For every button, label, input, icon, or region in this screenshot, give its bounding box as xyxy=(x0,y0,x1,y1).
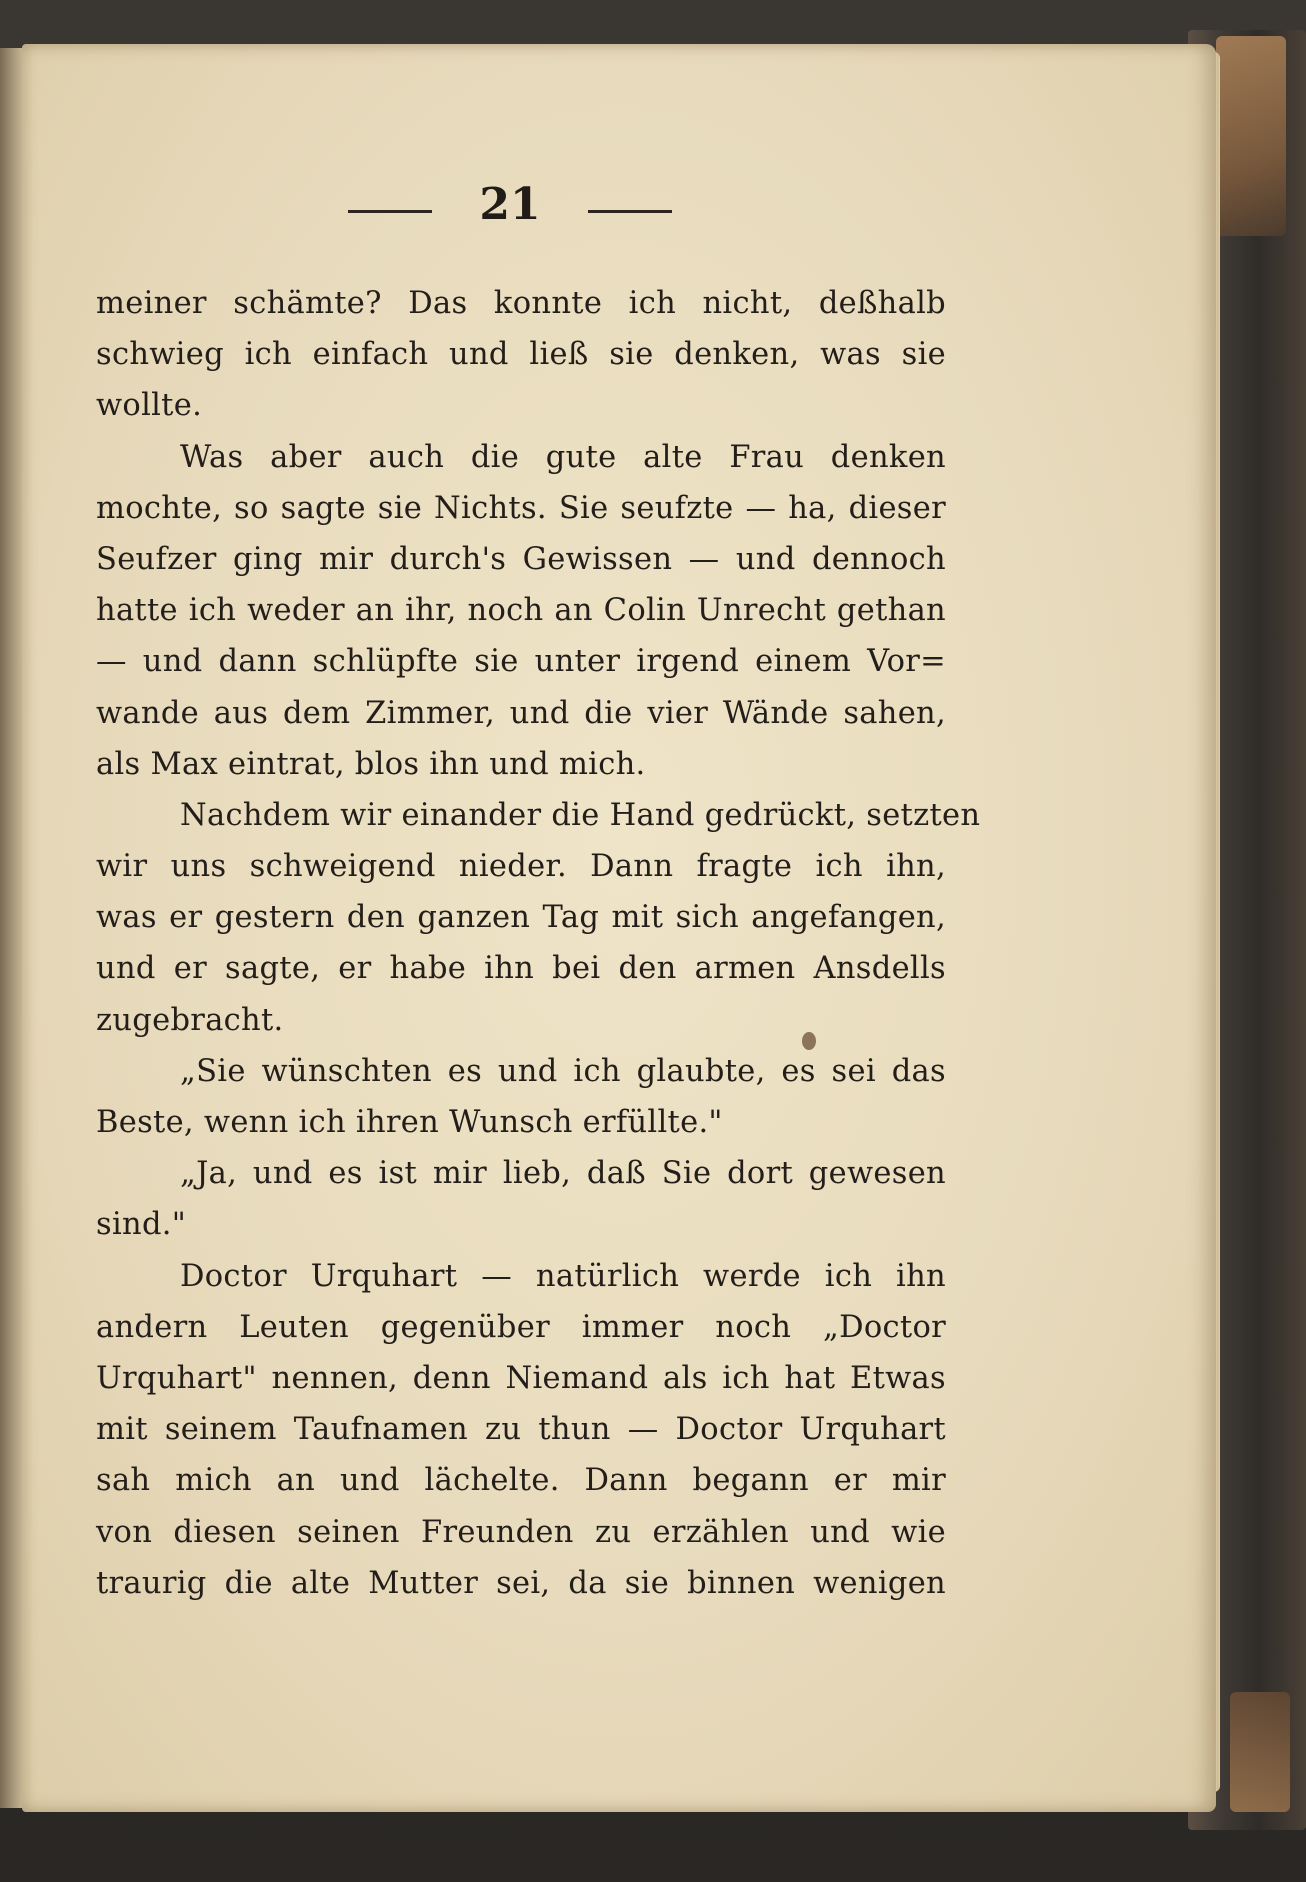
text-line: meiner schämte? Das konnte ich nicht, deßhalb xyxy=(96,286,946,321)
text-line: Beste, wenn ich ihren Wunsch erfüllte." xyxy=(96,1105,723,1140)
text-line: als Max eintrat, blos ihn und mich. xyxy=(96,746,646,782)
cover-leather-corner-top xyxy=(1216,36,1286,236)
text-line: wir uns schweigend nieder. Dann fragte ich ihn, xyxy=(96,849,946,885)
text-line: sah mich an und lächelte. Dann begann er mir xyxy=(96,1463,946,1499)
header-dash-left xyxy=(348,210,432,213)
ink-stain xyxy=(802,1032,816,1050)
page-header xyxy=(340,180,680,230)
text-line: schwieg ich einfach und ließ sie denken, was sie xyxy=(96,337,946,373)
text-line: von diesen seinen Freunden zu erzählen und wie xyxy=(96,1514,946,1550)
text-line: wande aus dem Zimmer, und die vier Wände sahen, xyxy=(96,695,946,731)
header-dash-right xyxy=(588,210,672,213)
page-number: 21 xyxy=(479,179,541,230)
cover-leather-corner-bottom xyxy=(1230,1692,1290,1812)
text-line: Nachdem wir einander die Hand gedrückt, setzten xyxy=(180,797,981,833)
text-line: hatte ich weder an ihr, noch an Colin Unrecht gethan xyxy=(96,593,946,629)
text-line: andern Leuten gegenüber immer noch „Doctor xyxy=(96,1309,946,1345)
text-line: Was aber auch die gute alte Frau denken xyxy=(180,439,946,475)
text-line: mit seinem Taufnamen zu thun — Doctor Urquhart xyxy=(96,1412,946,1448)
text-line: „Sie wünschten es und ich glaubte, es sei das xyxy=(180,1053,946,1089)
text-line: Urquhart" nennen, denn Niemand als ich hat Etwas xyxy=(96,1360,946,1396)
text-line: was er gestern den ganzen Tag mit sich angefangen, xyxy=(96,900,946,936)
text-line: mochte, so sagte sie Nichts. Sie seufzte — ha, dieser xyxy=(96,490,946,526)
text-line: „Ja, und es ist mir lieb, daß Sie dort gewesen xyxy=(180,1156,946,1192)
text-line: und er sagte, er habe ihn bei den armen Ansdells xyxy=(96,951,946,987)
page-body-text xyxy=(96,278,981,1609)
text-line: zugebracht. xyxy=(96,1002,284,1038)
text-line: traurig die alte Mutter sei, da sie binnen wenigen xyxy=(96,1565,946,1601)
text-line: wollte. xyxy=(96,388,203,424)
text-line: — und dann schlüpfte sie unter irgend einem Vor= xyxy=(96,644,946,680)
text-line: Seufzer ging mir durch's Gewissen — und dennoch xyxy=(96,541,946,577)
text-line: Doctor Urquhart — natürlich werde ich ihn xyxy=(180,1258,946,1294)
text-line: sind." xyxy=(96,1207,187,1243)
